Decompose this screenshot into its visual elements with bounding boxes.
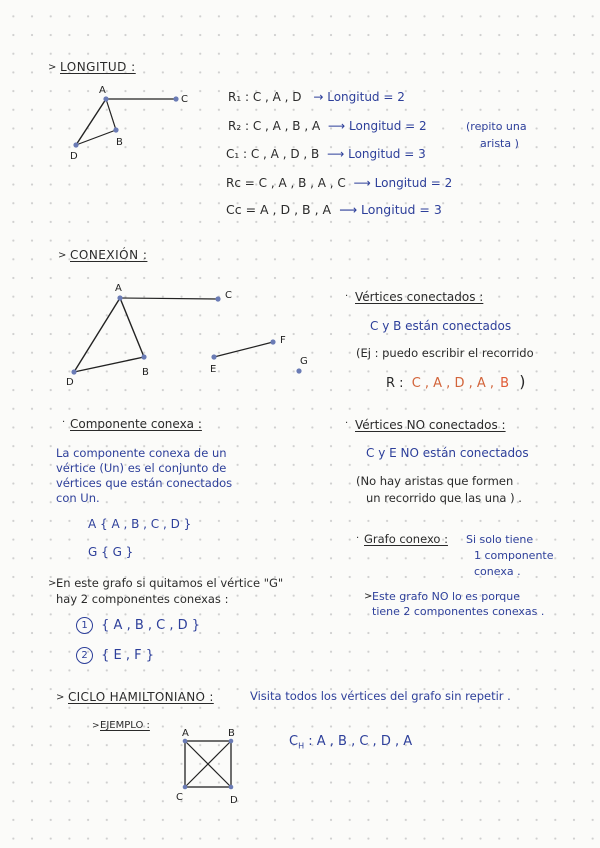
set-a: A { A , B , C , D } — [88, 517, 192, 531]
componente-1-set: { A , B , C , D } — [101, 618, 201, 633]
grafo-conexo-heading: Grafo conexo : — [364, 532, 448, 546]
path-c1-value: ⟶ Longitud = 3 — [327, 147, 426, 161]
arrow-bullet-icon: > — [56, 692, 65, 703]
componente-def-1: La componente conexa de un — [56, 446, 227, 460]
componente-def-4: con Un. — [56, 491, 100, 505]
bullet-dot: · — [62, 417, 66, 428]
ejemplo-heading: EJEMPLO : — [100, 720, 150, 731]
quitamos-line-2: hay 2 componentes conexas : — [56, 592, 229, 606]
vertex-d — [229, 785, 234, 790]
path-c1-name: C₁ : C , A , D , B — [226, 147, 320, 161]
grafo-conexo-note-1: Este grafo NO lo es porque — [372, 590, 521, 603]
componente-def-3: vértices que están conectados — [56, 476, 233, 490]
recorrido-prefix: R : — [386, 376, 404, 391]
arrow-bullet-icon: > — [364, 591, 373, 602]
ej-recorrido: (Ej : puedo escribir el recorrido — [356, 346, 534, 360]
arrow-bullet-icon: > — [58, 250, 67, 261]
grafo-conexo-def-2: 1 componente — [474, 549, 554, 562]
grafo-conexo-def-3: conexa . — [474, 565, 521, 578]
ch-label: C — [289, 734, 299, 749]
arrow-bullet-icon: > — [48, 62, 57, 73]
componente-2-set: { E , F } — [101, 648, 155, 663]
path-rc-value: ⟶ Longitud = 2 — [353, 176, 453, 190]
no-conectados-note-2: un recorrido que las una ) . — [366, 491, 522, 505]
label-d: D — [66, 377, 74, 388]
ce-no-conectados: C y E NO están conectados — [366, 446, 529, 460]
bullet-dot: · — [345, 291, 349, 302]
ch-cycle — [289, 735, 412, 751]
label-d: D — [70, 151, 78, 162]
no-conectados-heading: Vértices NO conectados : — [355, 418, 506, 432]
path-r2-value: ⟶ Longitud = 2 — [328, 119, 427, 133]
arrow-bullet-icon: > — [48, 578, 57, 589]
repito-note-line2: arista ) — [480, 137, 519, 150]
vertex-c — [183, 785, 188, 790]
ch-path: : A , B , C , D , A — [304, 734, 413, 749]
label-c: C — [181, 94, 188, 105]
label-e: E — [210, 364, 217, 375]
bullet-dot: · — [345, 418, 349, 429]
arrow-bullet-icon: > — [92, 721, 100, 731]
path-cc-value: ⟶ Longitud = 3 — [339, 202, 442, 217]
label-f: F — [280, 335, 286, 346]
path-r2-name: R₂ : C , A , B , A — [228, 119, 321, 133]
recorrido-end: B — [500, 376, 510, 391]
hamiltoniano-definition: Visita todos los vértices del grafo sin repetir . — [250, 689, 511, 703]
vertex-a — [183, 739, 188, 744]
quitamos-line-1: En este grafo si quitamos el vértice "G" — [56, 576, 284, 590]
label-b: B — [228, 728, 235, 739]
label-g: G — [300, 356, 308, 367]
path-cc-name: Cc = A , D , B , A — [226, 202, 332, 217]
label-d: D — [230, 795, 238, 806]
label-a: A — [182, 728, 189, 739]
cb-conectados: C y B están conectados — [370, 319, 512, 333]
path-r1-name: R₁ : C , A , D — [228, 90, 302, 104]
label-a: A — [115, 283, 122, 294]
ch-sub: H — [298, 741, 305, 751]
grafo-conexo-note-2: tiene 2 componentes conexas . — [372, 605, 545, 618]
path-rc-name: Rc = C , A , B , A , C — [226, 176, 346, 190]
repito-note-line1: (repito una — [466, 120, 527, 133]
path-r1-value: → Longitud = 2 — [313, 90, 405, 104]
bullet-dot: · — [356, 533, 360, 544]
conexion-heading: CONEXIÓN : — [70, 248, 148, 262]
vertices-conectados-heading: Vértices conectados : — [355, 290, 484, 304]
label-b: B — [142, 367, 149, 378]
recorrido-close: ) — [519, 372, 526, 391]
circled-number-2: 2 — [76, 647, 93, 664]
label-c: C — [225, 290, 232, 301]
hamiltoniano-heading: CICLO HAMILTONIANO : — [68, 690, 214, 704]
label-a: A — [99, 85, 106, 96]
label-b: B — [116, 137, 123, 148]
vertex-b — [229, 739, 234, 744]
no-conectados-note-1: (No hay aristas que formen — [356, 474, 514, 488]
label-c: C — [176, 792, 183, 803]
circled-number-1: 1 — [76, 617, 93, 634]
componente-heading: Componente conexa : — [70, 417, 202, 431]
componente-def-2: vértice (Un) es el conjunto de — [56, 461, 227, 475]
recorrido-path: C , A , D , A , — [411, 376, 495, 391]
grafo-conexo-def-1: Si solo tiene — [466, 533, 534, 546]
set-g: G { G } — [88, 545, 134, 559]
longitud-heading: LONGITUD : — [60, 60, 136, 74]
